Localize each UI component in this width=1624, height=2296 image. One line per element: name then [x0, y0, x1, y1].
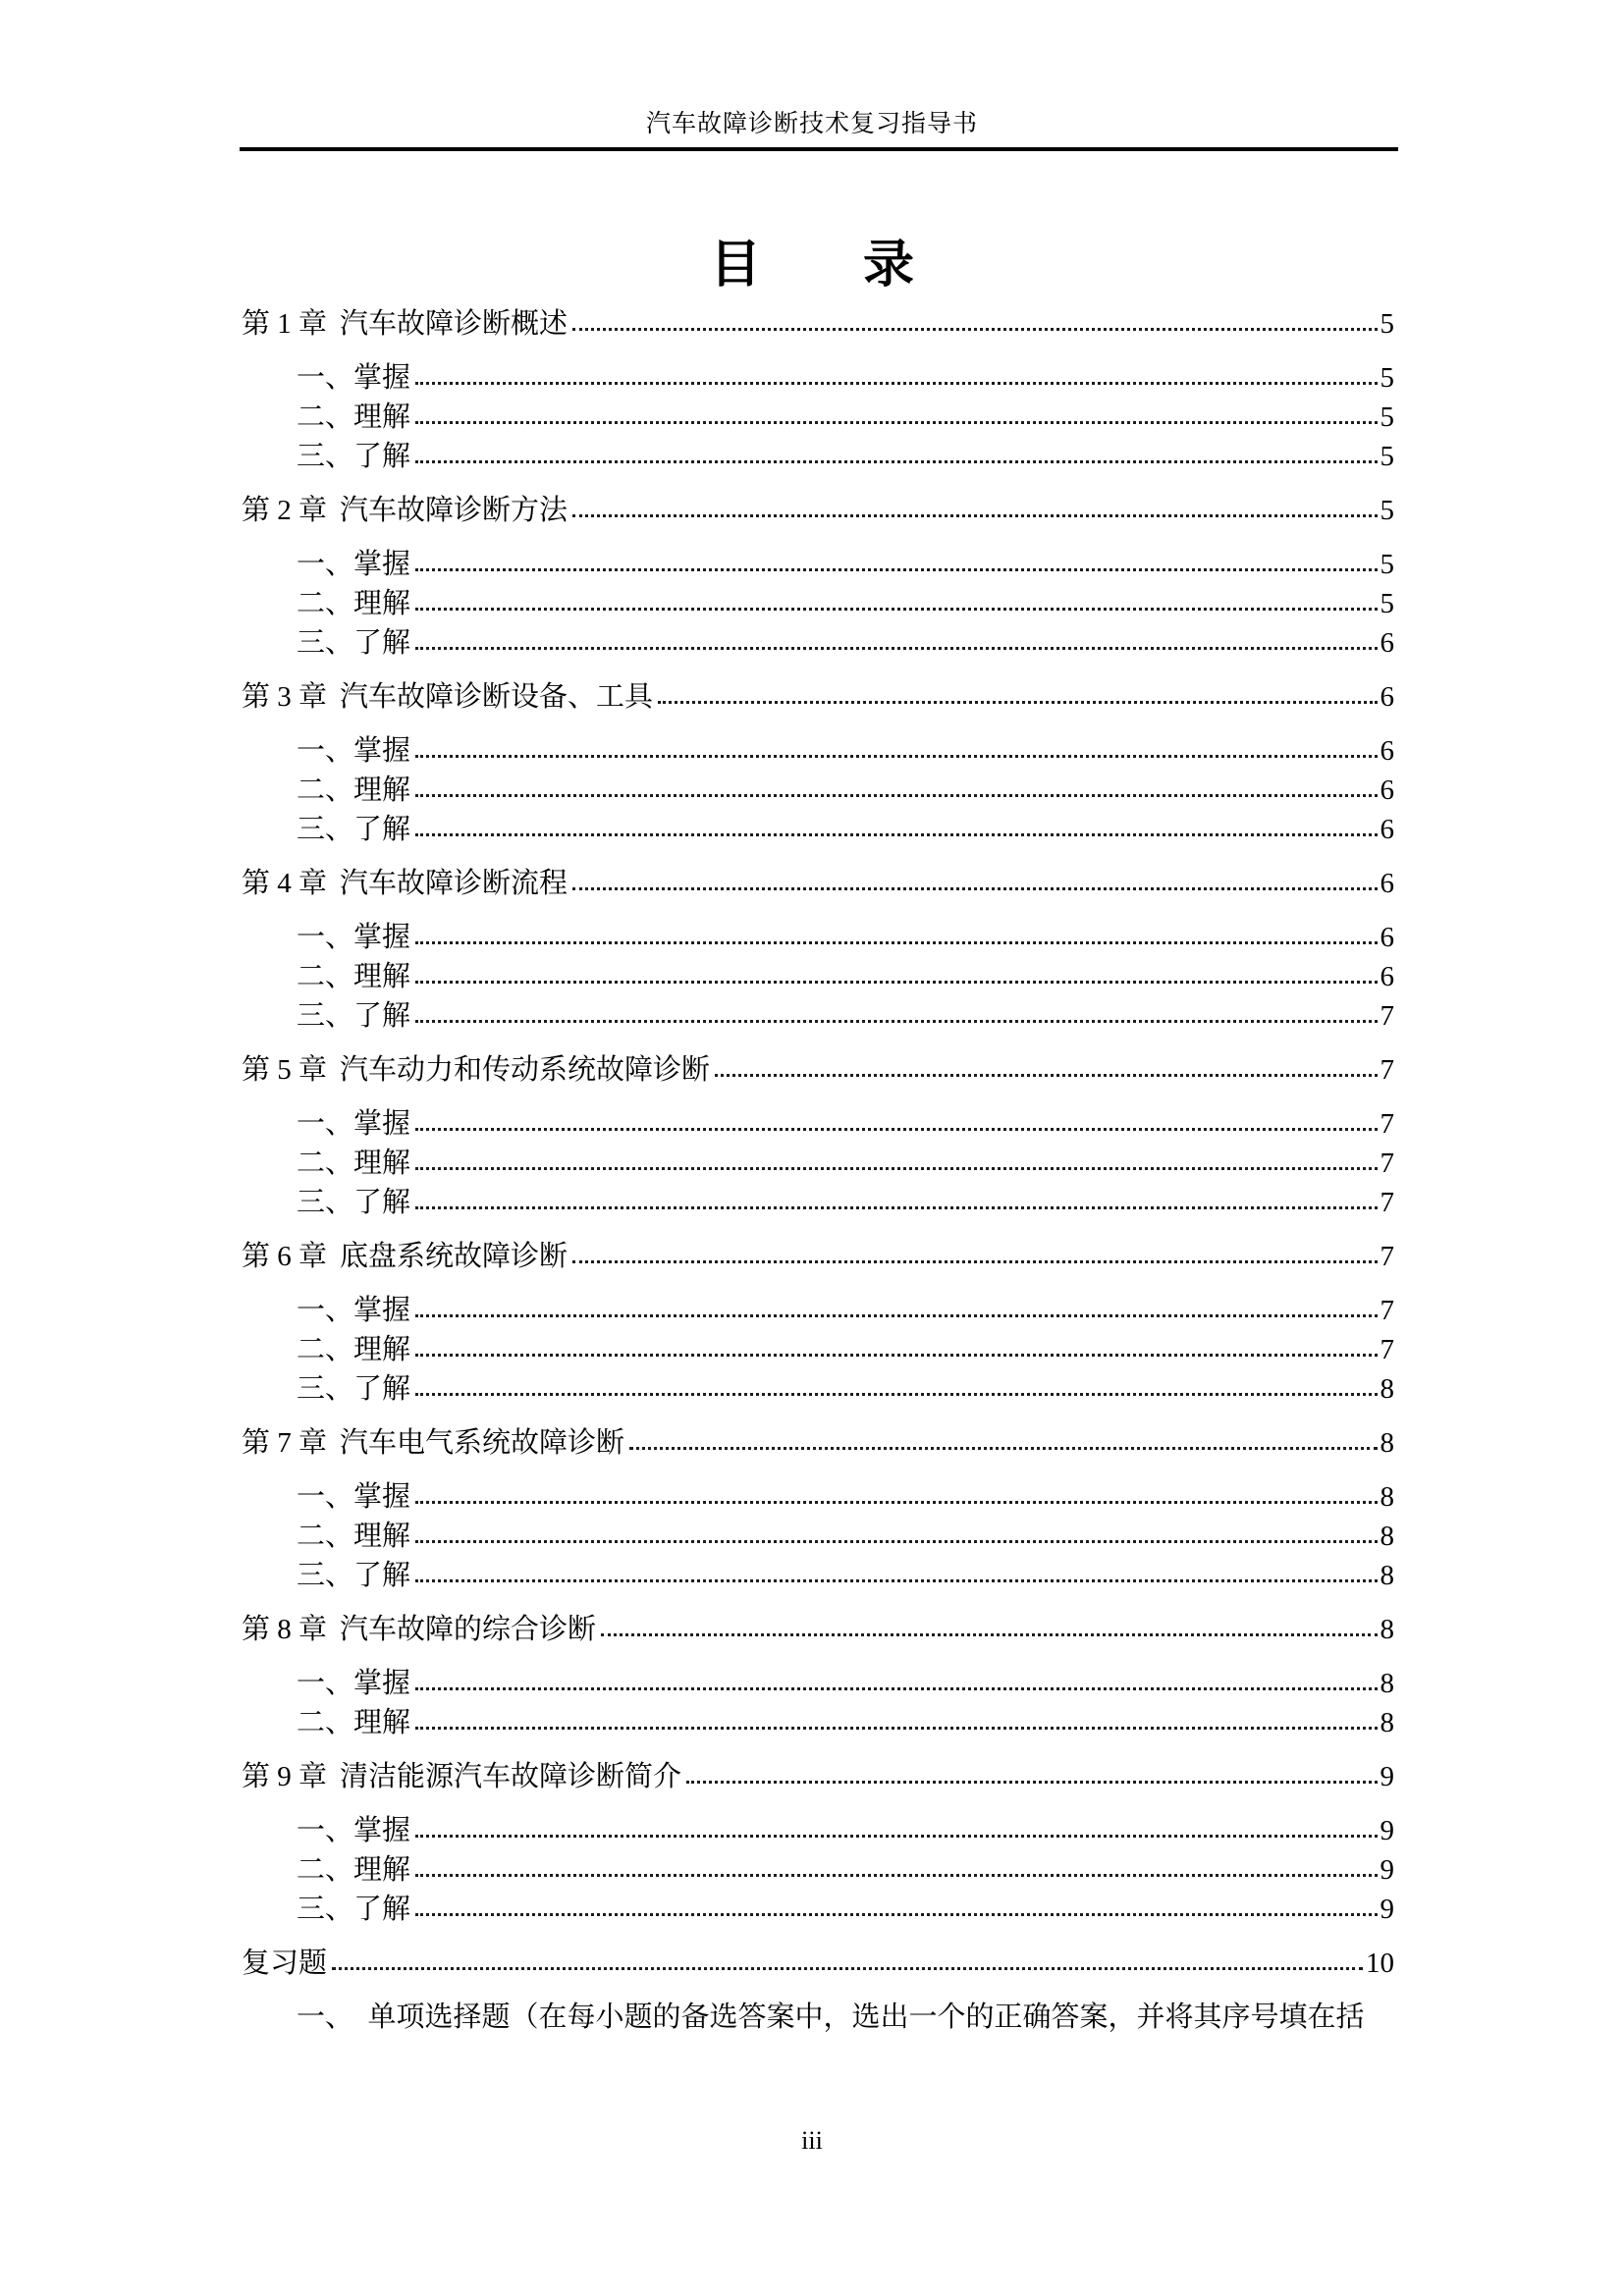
chapter-number: 第 9 章 [242, 1761, 328, 1792]
chapter-number: 第 1 章 [242, 308, 328, 340]
dot-leader [415, 1913, 1377, 1916]
dot-leader [601, 1633, 1377, 1636]
page-number: 8 [1380, 1521, 1394, 1552]
running-header: 汽车故障诊断技术复习指导书 [645, 111, 978, 137]
dot-leader [415, 647, 1377, 650]
dot-leader [332, 1967, 1363, 1970]
toc-item-entry[interactable] [242, 731, 1394, 771]
item-label: 一、掌握 [297, 362, 411, 394]
toc-review-note[interactable] [242, 1998, 1394, 2037]
dot-leader [658, 701, 1377, 704]
toc-item-entry[interactable] [242, 918, 1394, 957]
toc-chapter-entry[interactable] [242, 1610, 1394, 1649]
page-number: 8 [1380, 1481, 1394, 1513]
chapter-title: 汽车故障诊断流程 [340, 868, 568, 899]
dot-leader [415, 1128, 1377, 1131]
page-number: 6 [1380, 868, 1394, 899]
page-number: 7 [1380, 1108, 1394, 1140]
page-number: 8 [1380, 1373, 1394, 1405]
chapter-title: 汽车电气系统故障诊断 [340, 1427, 625, 1459]
item-label: 二、理解 [297, 774, 411, 806]
page-number: 7 [1380, 1241, 1394, 1272]
item-label: 三、了解 [297, 627, 411, 659]
dot-leader [415, 1835, 1377, 1838]
chapter-title: 汽车故障诊断方法 [340, 495, 568, 526]
page-number: 5 [1380, 362, 1394, 394]
page-number: 6 [1380, 961, 1394, 992]
dot-leader [715, 1074, 1377, 1077]
dot-leader [572, 887, 1377, 890]
toc-item-entry[interactable] [242, 1703, 1394, 1742]
dot-leader [415, 1874, 1377, 1877]
page-number: 7 [1380, 1334, 1394, 1365]
chapter-title: 清洁能源汽车故障诊断简介 [340, 1761, 682, 1792]
page-number: 5 [1380, 441, 1394, 472]
toc-item-entry[interactable] [242, 623, 1394, 663]
toc-item-entry[interactable] [242, 957, 1394, 996]
toc-chapter-entry[interactable] [242, 1757, 1394, 1796]
item-label: 三、了解 [297, 441, 411, 472]
toc-item-entry[interactable] [242, 1144, 1394, 1183]
toc-item-entry[interactable] [242, 398, 1394, 437]
item-label: 二、理解 [297, 1148, 411, 1179]
toc-chapter-entry[interactable] [242, 491, 1394, 530]
dot-leader [415, 1167, 1377, 1170]
dot-leader [415, 981, 1377, 984]
table-of-contents [242, 290, 1394, 2037]
item-label: 一、掌握 [297, 735, 411, 767]
toc-item-entry[interactable] [242, 437, 1394, 476]
dot-leader [415, 1393, 1377, 1396]
dot-leader [572, 328, 1377, 331]
dot-leader [415, 941, 1377, 944]
chapter-title: 汽车故障诊断概述 [340, 308, 568, 340]
page-number: 9 [1380, 1854, 1394, 1886]
toc-chapter-entry[interactable] [242, 864, 1394, 903]
toc-item-entry[interactable] [242, 1330, 1394, 1369]
item-label: 二、理解 [297, 961, 411, 992]
page-number: 9 [1380, 1894, 1394, 1925]
toc-item-entry[interactable] [242, 584, 1394, 623]
item-label: 一、掌握 [297, 549, 411, 580]
page-title: 目 录 [709, 236, 914, 294]
item-label: 二、理解 [297, 1334, 411, 1365]
page-number: 8 [1380, 1560, 1394, 1591]
toc-item-entry[interactable] [242, 771, 1394, 810]
page-number: 7 [1380, 1187, 1394, 1218]
toc-item-entry[interactable] [242, 358, 1394, 398]
item-label: 二、理解 [297, 1707, 411, 1738]
item-label: 一、掌握 [297, 1295, 411, 1326]
page-number: 7 [1380, 1295, 1394, 1326]
toc-chapter-entry[interactable] [242, 304, 1394, 344]
item-label: 三、了解 [297, 1894, 411, 1925]
page-number: 10 [1366, 1948, 1394, 1979]
chapter-number: 第 8 章 [242, 1614, 328, 1645]
item-label: 三、了解 [297, 1187, 411, 1218]
page-number: 8 [1380, 1427, 1394, 1459]
item-label: 三、了解 [297, 814, 411, 845]
item-label: 二、理解 [297, 1854, 411, 1886]
footer-page-number: iii [801, 2126, 823, 2155]
dot-leader [415, 421, 1377, 424]
toc-item-entry[interactable] [242, 1556, 1394, 1595]
page-number: 8 [1380, 1614, 1394, 1645]
page-number: 6 [1380, 922, 1394, 953]
dot-leader [415, 608, 1377, 611]
dot-leader [415, 1354, 1377, 1357]
dot-leader [415, 1314, 1377, 1317]
toc-chapter-entry[interactable] [242, 677, 1394, 717]
page-number: 7 [1380, 1000, 1394, 1032]
toc-chapter-entry[interactable] [242, 1237, 1394, 1276]
page-number: 6 [1380, 627, 1394, 659]
page-number: 7 [1380, 1054, 1394, 1086]
toc-item-entry[interactable] [242, 1890, 1394, 1929]
item-label: 一、掌握 [297, 1481, 411, 1513]
toc-chapter-entry[interactable] [242, 1423, 1394, 1463]
page-number: 6 [1380, 774, 1394, 806]
section-title: 复习题 [242, 1948, 328, 1979]
item-label: 三、了解 [297, 1373, 411, 1405]
chapter-number: 第 2 章 [242, 495, 328, 526]
toc-item-entry[interactable] [242, 1517, 1394, 1556]
chapter-number: 第 6 章 [242, 1241, 328, 1272]
page-number: 6 [1380, 814, 1394, 845]
toc-chapter-entry[interactable] [242, 1050, 1394, 1090]
dot-leader [572, 1260, 1377, 1263]
chapter-title: 底盘系统故障诊断 [340, 1241, 568, 1272]
page-number: 6 [1380, 735, 1394, 767]
chapter-number: 第 4 章 [242, 868, 328, 899]
toc-item-entry[interactable] [242, 810, 1394, 849]
item-label: 三、了解 [297, 1000, 411, 1032]
dot-leader [415, 568, 1377, 571]
page-number: 5 [1380, 588, 1394, 619]
page-number: 7 [1380, 1148, 1394, 1179]
page-number: 5 [1380, 549, 1394, 580]
note-text: 一、 单项选择题（在每小题的备选答案中，选出一个的正确答案，并将其序号填在括 [297, 2002, 1365, 2033]
item-label: 一、掌握 [297, 1668, 411, 1699]
page-number: 9 [1380, 1815, 1394, 1846]
dot-leader [415, 1206, 1377, 1209]
toc-item-entry[interactable] [242, 1477, 1394, 1517]
toc-review-entry[interactable] [242, 1944, 1394, 1983]
page-number: 5 [1380, 401, 1394, 433]
chapter-number: 第 7 章 [242, 1427, 328, 1459]
item-label: 二、理解 [297, 401, 411, 433]
page-number: 8 [1380, 1668, 1394, 1699]
chapter-title: 汽车动力和传动系统故障诊断 [340, 1054, 711, 1086]
chapter-number: 第 5 章 [242, 1054, 328, 1086]
page-number: 6 [1380, 681, 1394, 713]
dot-leader [415, 460, 1377, 463]
dot-leader [572, 514, 1377, 517]
page-number: 8 [1380, 1707, 1394, 1738]
dot-leader [415, 1687, 1377, 1690]
toc-item-entry[interactable] [242, 1811, 1394, 1850]
dot-leader [415, 1727, 1377, 1730]
page-number: 9 [1380, 1761, 1394, 1792]
dot-leader [415, 755, 1377, 758]
header-rule-divider [240, 147, 1398, 151]
page-number: 5 [1380, 308, 1394, 340]
dot-leader [415, 833, 1377, 836]
item-label: 二、理解 [297, 588, 411, 619]
item-label: 一、掌握 [297, 922, 411, 953]
chapter-title: 汽车故障的综合诊断 [340, 1614, 597, 1645]
chapter-number: 第 3 章 [242, 681, 328, 713]
toc-item-entry[interactable] [242, 996, 1394, 1036]
toc-item-entry[interactable] [242, 1183, 1394, 1222]
dot-leader [415, 1020, 1377, 1023]
dot-leader [415, 794, 1377, 797]
item-label: 一、掌握 [297, 1815, 411, 1846]
dot-leader [629, 1447, 1377, 1450]
toc-item-entry[interactable] [242, 1664, 1394, 1703]
dot-leader [415, 382, 1377, 385]
dot-leader [415, 1579, 1377, 1582]
toc-item-entry[interactable] [242, 1291, 1394, 1330]
item-label: 一、掌握 [297, 1108, 411, 1140]
chapter-title: 汽车故障诊断设备、工具 [340, 681, 654, 713]
page-number: 5 [1380, 495, 1394, 526]
toc-item-entry[interactable] [242, 1369, 1394, 1409]
toc-item-entry[interactable] [242, 545, 1394, 584]
toc-item-entry[interactable] [242, 1104, 1394, 1144]
dot-leader [415, 1540, 1377, 1543]
dot-leader [686, 1781, 1377, 1784]
item-label: 二、理解 [297, 1521, 411, 1552]
item-label: 三、了解 [297, 1560, 411, 1591]
dot-leader [415, 1501, 1377, 1504]
toc-item-entry[interactable] [242, 1850, 1394, 1890]
